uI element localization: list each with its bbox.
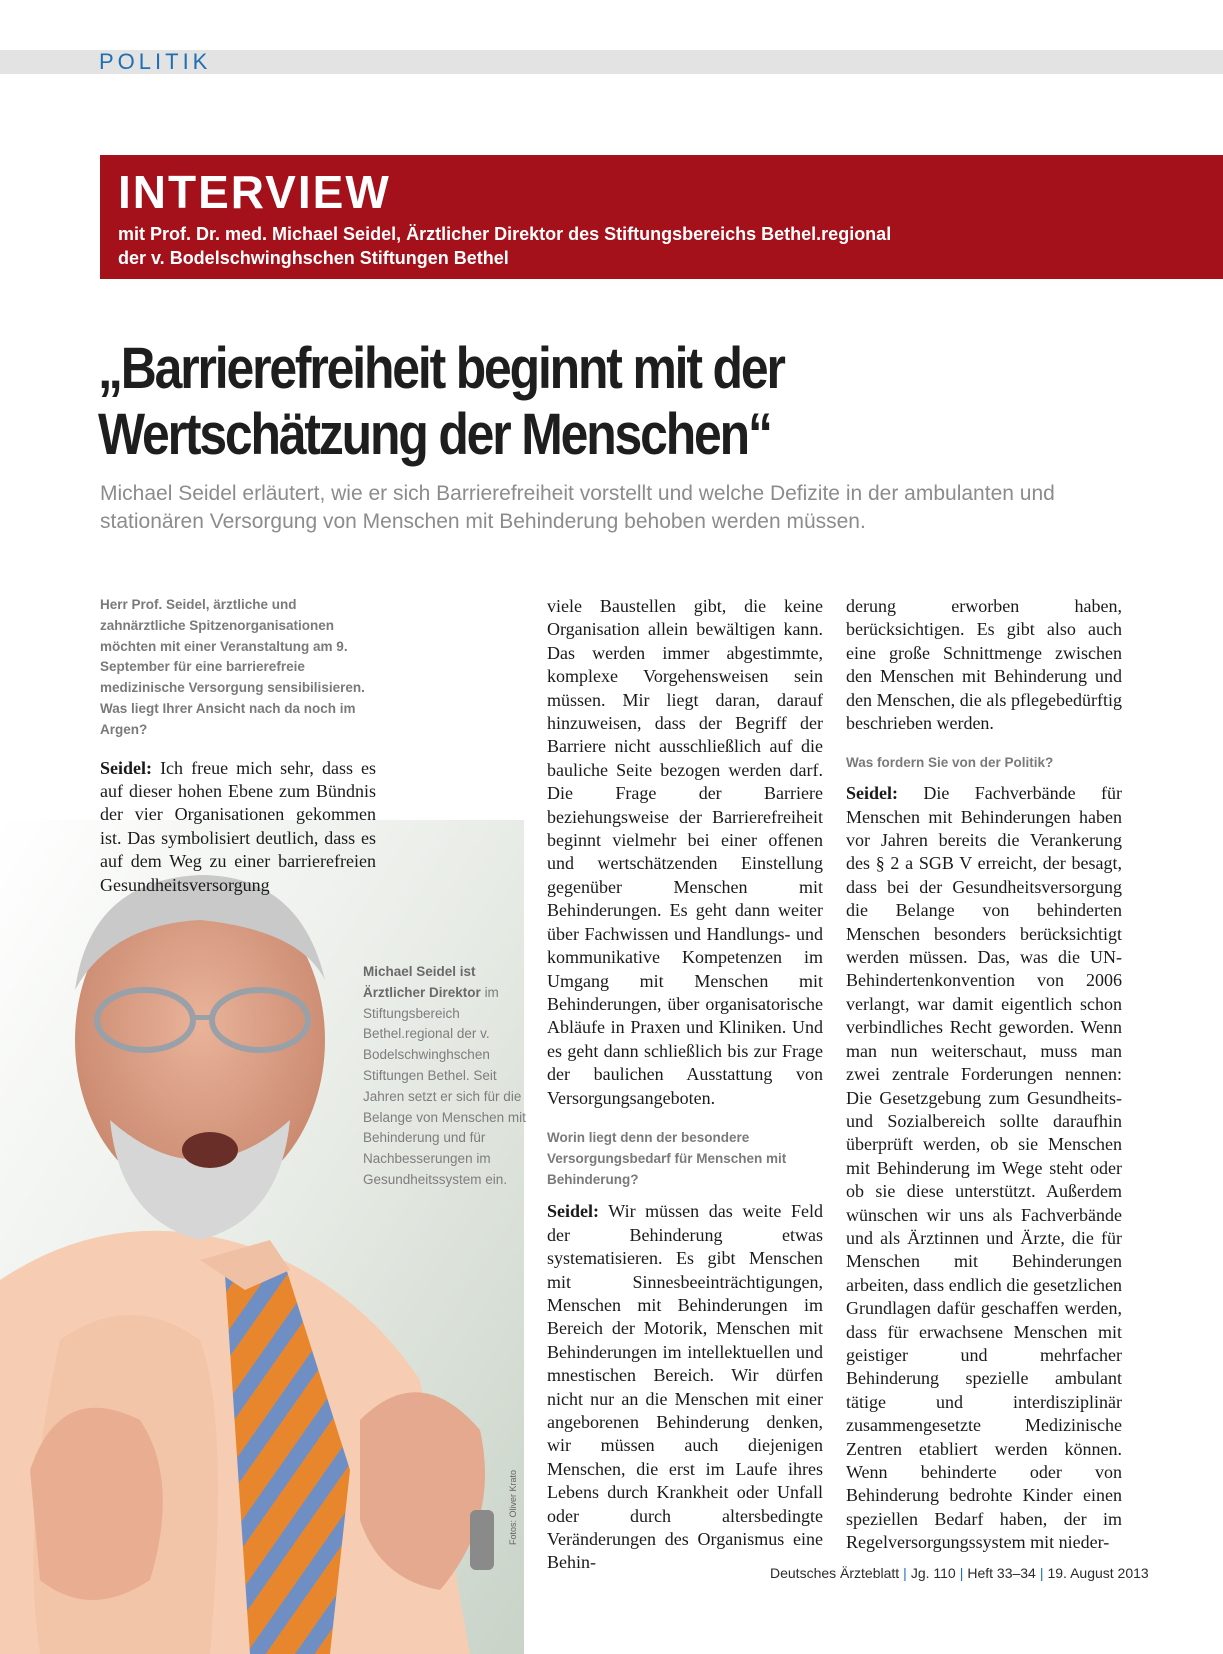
interview-question: Herr Prof. Seidel, ärztliche und zahnärztliche Spitzenorganisationen möchten mit einer Veranstaltung am 9. September für eine barrierefreie medizinische Versorgung sensibilisieren. Was liegt Ihrer Ansicht nach da noch im Argen? [100, 597, 365, 737]
footer-separator: | [903, 1565, 907, 1581]
portrait-photo [0, 820, 524, 1654]
article-lede: Michael Seidel erläutert, wie er sich Barrierefreiheit vorstellt und welche Defizite in der ambulanten und stationären Versorgung von Menschen mit Behinderung behoben werden müssen. [100, 482, 1055, 533]
headline-line2: Wertschätzung der Menschen“ [98, 402, 771, 467]
interview-answer [846, 782, 1122, 1554]
answer-text: Ich freue mich sehr, dass es auf dieser hohen Ebene zum Bündnis der vier Organisationen gekommen ist. Das symbolisiert deutlich, dass es auf dem Weg zu einer barrierefreien Gesundheitsversorgung [100, 757, 377, 895]
interview-banner [100, 155, 1223, 279]
photo-credit: Fotos: Oliver Krato [508, 1469, 518, 1545]
answer-text: Die Fachverbände für Menschen mit Behinderungen haben vor Jahren bereits die Verankerung des § 2 a SGB V erreicht, der besagt, dass bei der Gesundheitsversorgung die Belange von behinderten Menschen besonders berücksichtigt werden müssen. Das, was die UN-Behindertenkonvention von 2006 verlangt, war damit eigentlich schon verbindliches Recht geworden. Wenn man nun weiterschaut, muss man zwei zentrale Forderungen nennen: Die Gesetzgebung zum Gesundheits- und Sozialbereich sollte daraufhin überprüft werden, ob sie Menschen mit Behinderung im Wege steht oder ob sie diese unterstützt. Außerdem wünschen wir uns als Fachverbände und als Ärztinnen und Ärzte, die für Menschen mit Behinderungen arbeiten, dass endlich die gesetzlichen Grundlagen dafür geschaffen werden, dass für erwachsene Menschen mit geistiger und mehrfacher Behinderung spezielle ambulant tätige und interdisziplinär zusammengesetzte Medizinische Zentren etabliert werden können. Wenn behinderte oder von Behinderung bedrohte Kinder einen speziellen Bedarf haben, der im Regelversorgungssystem mit nieder- [846, 783, 1122, 1553]
speaker-label: Seidel: [547, 1201, 599, 1222]
text-column-2 [547, 595, 823, 1575]
banner-title: INTERVIEW [118, 166, 391, 218]
banner-subtitle [118, 222, 1118, 270]
page-footer [770, 1565, 1149, 1581]
body-paragraph: viele Baustellen gibt, die keine Organisation allein bewältigen kann. Das werden immer abgestimmte, komplexe Vorgehensweisen sein müssen. Mir liegt daran, darauf hinzuweisen, dass der Begriff der Barriere nicht ausschließlich auf die bauliche Seite bezogen werden darf. Die Frage der Barriere beziehungsweise der Barrierefreiheit beginnt vielmehr bei einer offenen und wertschätzenden Einstellung gegenüber Menschen mit Behinderungen. Es geht dann weiter über Fachwissen und Handlungs- und kommunikative Kompetenzen im Umgang mit Menschen mit Behinderungen, über organisatorische Abläufe in Praxen und Kliniken. Und es geht dann schließlich bis zur Frage der baulichen Ausstattung von Versorgungsangeboten. [547, 596, 823, 1108]
body-paragraph: derung erworben haben, berücksichtigen. Es gibt also auch eine große Schnittmenge zwischen den Menschen mit Behinderung und den Menschen, die als pflegebedürftig beschrieben werden. [846, 596, 1122, 734]
footer-date: 19. August 2013 [1047, 1565, 1149, 1581]
text-column-3 [846, 595, 1122, 1555]
interview-answer [547, 1200, 823, 1575]
interview-answer [100, 757, 376, 897]
footer-separator: | [959, 1565, 964, 1581]
interview-question: Worin liegt denn der besondere Versorgungsbedarf für Menschen mit Behinderung? [547, 1129, 787, 1187]
footer-separator: | [1039, 1565, 1044, 1581]
text-column-1 [100, 595, 376, 897]
banner-subtitle-line2: der v. Bodelschwinghschen Stiftungen Bethel [118, 248, 509, 268]
article-headline [98, 336, 1010, 468]
speaker-label: Seidel: [846, 783, 898, 804]
caption-bold: Michael Seidel ist Ärztlicher Direktor [363, 964, 481, 1000]
footer-volume: Jg. 110 [910, 1565, 956, 1581]
footer-issue: Heft 33–34 [967, 1565, 1036, 1581]
footer-journal: Deutsches Ärzteblatt [770, 1565, 900, 1581]
interview-question: Was fordern Sie von der Politik? [846, 755, 1054, 771]
photo-caption [363, 962, 528, 1191]
section-label: POLITIK [99, 49, 212, 74]
answer-text: Wir müssen das weite Feld der Behinderung etwas systematisieren. Es gibt Menschen mit Sinnesbeeinträchtigungen, Menschen mit Behinderungen im Bereich der Motorik, Menschen mit Behinderungen im intellektuellen und mnestischen Bereich. Wir dürfen nicht nur an die Menschen mit einer angeborenen Behinderung denken, wir müssen auch diejenigen Menschen, die erst im Laufe ihres Lebens durch Krankheit oder Unfall oder durch altersbedingte Veränderungen des Organismus eine Behin- [547, 1201, 823, 1573]
banner-subtitle-line1: mit Prof. Dr. med. Michael Seidel, Ärztlicher Direktor des Stiftungsbereichs Bethel.regional [118, 224, 892, 244]
caption-text: im Stiftungsbereich Bethel.regional der v. Bodelschwinghschen Stiftungen Bethel. Seit Jahren setzt er sich für die Belange von Menschen mit Behinderung und für Nachbesserungen im Gesundheitssystem ein. [363, 984, 526, 1187]
headline-line1: „Barrierefreiheit beginnt mit der [98, 336, 784, 401]
speaker-label: Seidel: [100, 757, 152, 778]
